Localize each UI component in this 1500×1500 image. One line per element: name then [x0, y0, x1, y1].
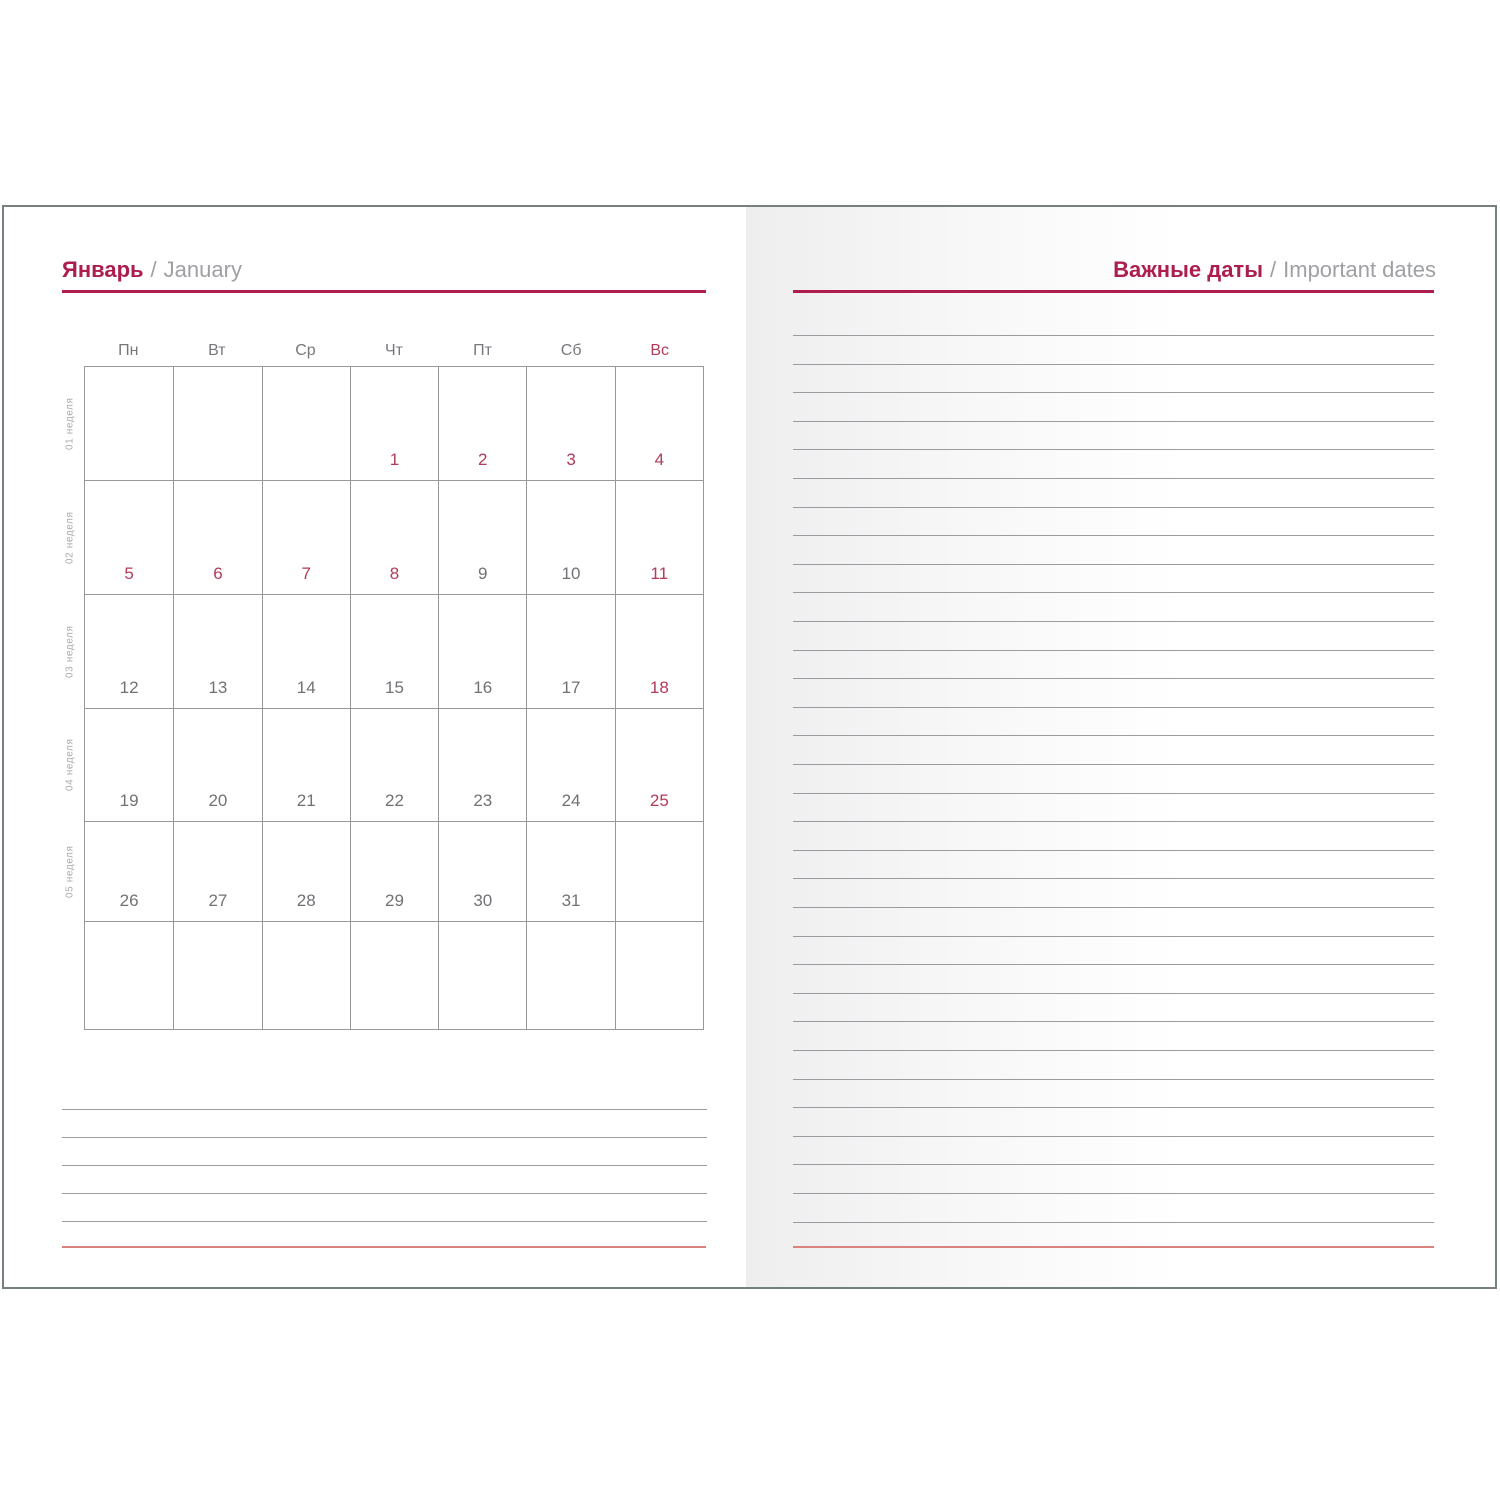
note-line — [62, 1221, 707, 1222]
day-cell — [526, 481, 614, 594]
date-number: 16 — [473, 678, 493, 697]
day-cell — [438, 367, 526, 480]
date-number: 31 — [561, 891, 581, 910]
day-cell — [262, 481, 350, 594]
ruled-line — [793, 1107, 1434, 1108]
empty-day-cell — [350, 922, 438, 1029]
ruled-line — [793, 707, 1434, 708]
day-cell — [438, 595, 526, 708]
day-of-week-header: Пт — [473, 342, 492, 359]
week-row — [64, 480, 703, 594]
date-number: 23 — [473, 791, 493, 810]
date-number: 11 — [650, 564, 669, 583]
ruled-line — [793, 364, 1434, 365]
date-number: 25 — [649, 791, 669, 810]
day-cell — [350, 367, 438, 480]
ruled-line — [793, 1193, 1434, 1194]
date-number: 15 — [385, 678, 404, 697]
empty-day-cell — [85, 367, 173, 480]
date-number: 9 — [478, 564, 488, 583]
week-number-label: 05 неделя — [64, 845, 76, 898]
ruled-line — [793, 507, 1434, 508]
ruled-line — [793, 793, 1434, 794]
week-number-label: 02 неделя — [64, 511, 76, 564]
day-cell — [615, 595, 703, 708]
ruled-line — [793, 478, 1434, 479]
ruled-line — [793, 564, 1434, 565]
empty-day-cell — [438, 922, 526, 1029]
empty-day-cell — [615, 922, 703, 1029]
ruled-line — [793, 1050, 1434, 1051]
left-bottom-accent-line — [62, 1246, 706, 1248]
ruled-line — [793, 850, 1434, 851]
ruled-line — [793, 936, 1434, 937]
day-of-week-header: Вт — [208, 342, 226, 359]
ruled-line — [793, 735, 1434, 736]
ruled-line — [793, 993, 1434, 994]
day-cell — [85, 481, 173, 594]
important-dates-underline — [793, 290, 1434, 293]
ruled-line — [793, 335, 1434, 336]
empty-day-cell — [615, 822, 703, 921]
day-cell — [262, 822, 350, 921]
date-number: 21 — [296, 791, 316, 810]
day-cell — [85, 822, 173, 921]
day-cell — [615, 481, 703, 594]
month-calendar-grid — [64, 366, 704, 1030]
ruled-line — [793, 421, 1434, 422]
day-cell — [173, 709, 261, 821]
important-dates-title-russian: Важные даты — [1113, 257, 1263, 282]
ruled-line — [793, 650, 1434, 651]
week-row — [64, 708, 703, 821]
ruled-line — [793, 964, 1434, 965]
week-row — [64, 821, 703, 921]
ruled-line — [793, 1021, 1434, 1022]
ruled-line — [793, 535, 1434, 536]
ruled-line — [793, 1164, 1434, 1165]
day-of-week-header: Чт — [384, 342, 403, 359]
date-number: 14 — [296, 678, 316, 697]
note-line — [62, 1137, 707, 1138]
day-cell — [350, 709, 438, 821]
month-title-english: January — [163, 257, 242, 282]
date-number: 13 — [208, 678, 228, 697]
ruled-line — [793, 907, 1434, 908]
note-line — [62, 1193, 707, 1194]
day-cell — [615, 367, 703, 480]
day-cell — [438, 709, 526, 821]
day-cell — [262, 595, 350, 708]
week-row — [64, 594, 703, 708]
date-number: 20 — [208, 791, 228, 810]
date-number: 1 — [389, 450, 400, 469]
day-of-week-header: Сб — [560, 342, 582, 359]
ruled-line — [793, 621, 1434, 622]
note-line — [62, 1165, 707, 1166]
day-cell — [85, 595, 173, 708]
date-number: 12 — [119, 678, 139, 697]
week-number-label: 03 неделя — [64, 625, 76, 678]
date-number: 2 — [478, 450, 488, 469]
day-cell — [438, 822, 526, 921]
empty-day-cell — [262, 922, 350, 1029]
ruled-line — [793, 1136, 1434, 1137]
ruled-line — [793, 821, 1434, 822]
ruled-line — [793, 592, 1434, 593]
date-number: 18 — [649, 678, 669, 697]
date-number: 7 — [301, 564, 311, 583]
date-number: 30 — [473, 891, 493, 910]
planner-open-spread — [2, 205, 1497, 1289]
day-cell — [350, 481, 438, 594]
day-cell — [526, 595, 614, 708]
date-number: 19 — [119, 791, 139, 810]
empty-day-cell — [85, 922, 173, 1029]
title-separator: / — [150, 257, 157, 282]
day-cell — [350, 595, 438, 708]
day-cell — [526, 709, 614, 821]
note-line — [62, 1109, 707, 1110]
day-cell — [173, 822, 261, 921]
empty-day-cell — [262, 367, 350, 480]
day-cell — [173, 595, 261, 708]
date-number: 27 — [208, 891, 228, 910]
month-title-underline — [62, 290, 706, 293]
date-number: 10 — [561, 564, 581, 583]
day-cell — [526, 367, 614, 480]
day-cell — [262, 709, 350, 821]
empty-day-cell — [526, 922, 614, 1029]
date-number: 4 — [654, 450, 665, 469]
date-number: 8 — [389, 564, 400, 583]
right-bottom-accent-line — [793, 1246, 1434, 1248]
ruled-line — [793, 1222, 1434, 1223]
ruled-line — [793, 678, 1434, 679]
date-number: 6 — [213, 564, 223, 583]
day-cell — [350, 822, 438, 921]
week-row — [85, 921, 703, 1029]
day-cell — [526, 822, 614, 921]
month-title — [62, 257, 242, 283]
ruled-line — [793, 449, 1434, 450]
date-number: 26 — [119, 891, 139, 910]
day-of-week-header-row — [84, 338, 704, 364]
empty-day-cell — [173, 922, 261, 1029]
date-number: 24 — [561, 791, 581, 810]
week-number-label: 04 неделя — [64, 738, 76, 792]
day-cell — [85, 709, 173, 821]
date-number: 5 — [124, 564, 134, 583]
week-row — [64, 367, 703, 480]
date-number: 3 — [566, 450, 576, 469]
date-number: 17 — [561, 678, 581, 697]
day-cell — [615, 709, 703, 821]
day-of-week-header: Пн — [118, 342, 139, 359]
day-of-week-header: Ср — [295, 342, 316, 359]
ruled-line — [793, 764, 1434, 765]
ruled-line — [793, 392, 1434, 393]
day-of-week-header: Вс — [650, 342, 670, 359]
month-title-russian: Январь — [62, 257, 144, 282]
date-number: 28 — [296, 891, 316, 910]
empty-day-cell — [173, 367, 261, 480]
day-cell — [173, 481, 261, 594]
ruled-line — [793, 878, 1434, 879]
important-dates-title-english: Important dates — [1283, 257, 1436, 282]
day-cell — [438, 481, 526, 594]
ruled-line — [793, 1079, 1434, 1080]
date-number: 22 — [385, 791, 404, 810]
week-number-label: 01 неделя — [64, 397, 76, 450]
title-separator: / — [1270, 257, 1277, 282]
date-number: 29 — [385, 891, 404, 910]
important-dates-title — [1113, 257, 1436, 283]
